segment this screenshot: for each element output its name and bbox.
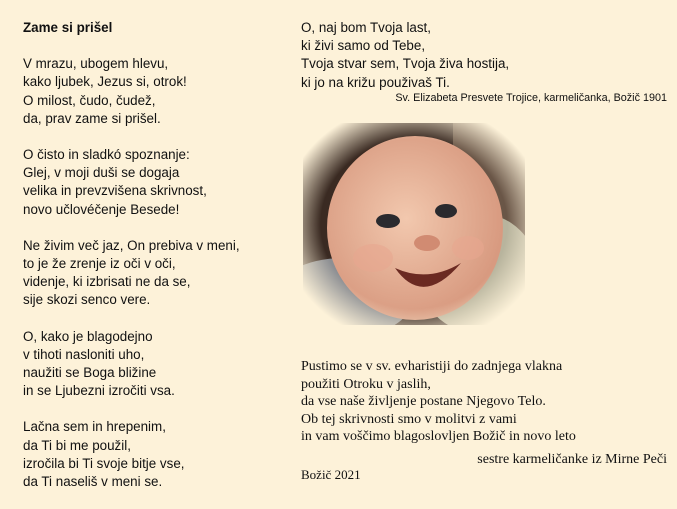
poem-stanza-4 (23, 328, 278, 401)
poem-line: izročila bi Ti svoje bitje vse, (23, 455, 185, 471)
poem-line: v tihoti nasloniti uho, (23, 346, 145, 362)
poem-column (23, 19, 278, 509)
poem-line: Ne živim več jaz, On prebiva v meni, (23, 237, 240, 253)
poem-line: in se Ljubezni izročiti vsa. (23, 383, 175, 399)
poem-line: ki živi samo od Tebe, (301, 38, 426, 54)
poem-line: V mrazu, ubogem hlevu, (23, 56, 169, 72)
poem-line: naužiti se Boga bližine (23, 365, 157, 381)
poem-line: ki jo na križu použivaš Ti. (301, 74, 450, 90)
poem-stanza-5 (23, 418, 278, 491)
greeting-line: Ob tej skrivnosti smo v molitvi z vami (301, 411, 517, 427)
signature: sestre karmeličanke iz Mirne Peči (477, 452, 667, 467)
poem-line: sije skozi senco vere. (23, 292, 151, 308)
greeting-line: da vse naše življenje postane Njegovo Telo. (301, 394, 546, 410)
closing-stanza (301, 19, 671, 92)
poem-line: O, naj bom Tvoja last, (301, 20, 431, 35)
poem-line: velika in prevzvišena skrivnost, (23, 183, 207, 199)
poem-line: da, prav zame si prišel. (23, 110, 161, 126)
poem-line: kako ljubek, Jezus si, otrok! (23, 74, 187, 90)
poem-attribution: Sv. Elizabeta Presvete Trojice, karmeličanka, Božič 1901 (395, 92, 667, 104)
greeting-line: Pustimo se v sv. evharistiji do zadnjega vlakna (301, 359, 563, 374)
greeting-line: in vam voščimo blagoslovljen Božič in novo leto (301, 429, 576, 445)
greeting (301, 358, 671, 446)
poem-line: Tvoja stvar sem, Tvoja živa hostija, (301, 56, 510, 72)
poem-line: videnje, ki izbrisati ne da se, (23, 274, 191, 290)
greeting-line: použiti Otroku v jaslih, (301, 376, 431, 392)
poem-line: to je že zrenje iz oči v oči, (23, 256, 176, 272)
baby-photo (303, 123, 525, 325)
poem-line: da Ti bi me použil, (23, 437, 131, 453)
poem-line: O, kako je blagodejno (23, 328, 153, 344)
date: Božič 2021 (301, 467, 361, 482)
poem-stanza-3 (23, 237, 278, 310)
poem-line: O čisto in sladkó spoznanje: (23, 147, 190, 163)
poem-stanza-2 (23, 146, 278, 219)
poem-stanza-1 (23, 55, 278, 128)
poem-line: da Ti naseliš v meni se. (23, 474, 163, 490)
poem-line: Glej, v moji duši se dogaja (23, 165, 180, 181)
poem-line: Lačna sem in hrepenim, (23, 419, 166, 435)
poem-line: O milost, čudo, čudež, (23, 92, 156, 108)
poem-title: Zame si prišel (23, 20, 113, 35)
poem-line: novo učlovéčenje Besede! (23, 201, 180, 217)
